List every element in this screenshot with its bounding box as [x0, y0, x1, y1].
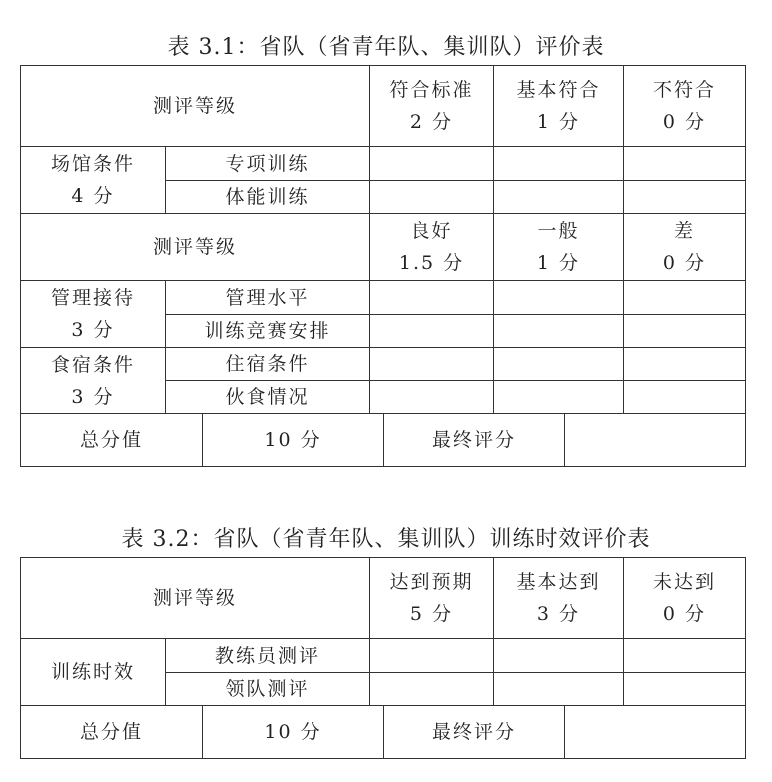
table2-level-1: 达到预期 5 分	[389, 571, 474, 625]
table1-level-1: 符合标准 2 分	[389, 79, 474, 133]
training-item-coach: 教练员测评	[214, 644, 320, 667]
lodging-item-meals: 伙食情况	[225, 386, 310, 408]
management-item-schedule: 训练竞赛安排	[204, 320, 331, 342]
table2-final-value	[565, 706, 745, 758]
management-category: 管理接待 3 分	[50, 287, 135, 341]
table2-caption: 表 3.2：省队（省青年队、集训队）训练时效评价表	[121, 527, 651, 552]
table1-total-label: 总分值	[79, 429, 143, 451]
venue-category: 场馆条件 4 分	[50, 153, 135, 207]
lodging-item-accommodation: 住宿条件	[225, 353, 310, 375]
training-category: 训练时效	[50, 661, 135, 683]
table2-level-2: 基本达到 3 分	[516, 571, 601, 625]
table2-level-3: 未达到 0 分	[652, 571, 716, 625]
management-item-level: 管理水平	[225, 286, 310, 309]
table1-caption: 表 3.1：省队（省青年队、集训队）评价表	[167, 35, 605, 60]
venue-item-fitness: 体能训练	[225, 186, 310, 208]
training-item-leader: 领队测评	[225, 678, 310, 700]
table1-level2-3: 差 0 分	[662, 220, 707, 274]
table1-grade-label-2: 测评等级	[152, 236, 237, 258]
table1-level-2: 基本符合 1 分	[516, 79, 601, 133]
table2-total-value: 10 分	[264, 721, 322, 743]
table1-final-label: 最终评分	[431, 429, 516, 451]
table1-grade-label: 测评等级	[152, 95, 237, 117]
table2-grade-label: 测评等级	[152, 587, 237, 609]
table1-level2-2: 一般 1 分	[536, 220, 581, 274]
table2-final-label: 最终评分	[431, 721, 516, 743]
table1-total-value: 10 分	[264, 429, 322, 451]
table1-level-3: 不符合 0 分	[652, 79, 716, 133]
table2-total-label: 总分值	[79, 721, 143, 743]
table1-level2-1: 良好 1.5 分	[398, 220, 465, 274]
venue-item-specialized: 专项训练	[225, 152, 310, 175]
lodging-category: 食宿条件 3 分	[50, 353, 135, 408]
